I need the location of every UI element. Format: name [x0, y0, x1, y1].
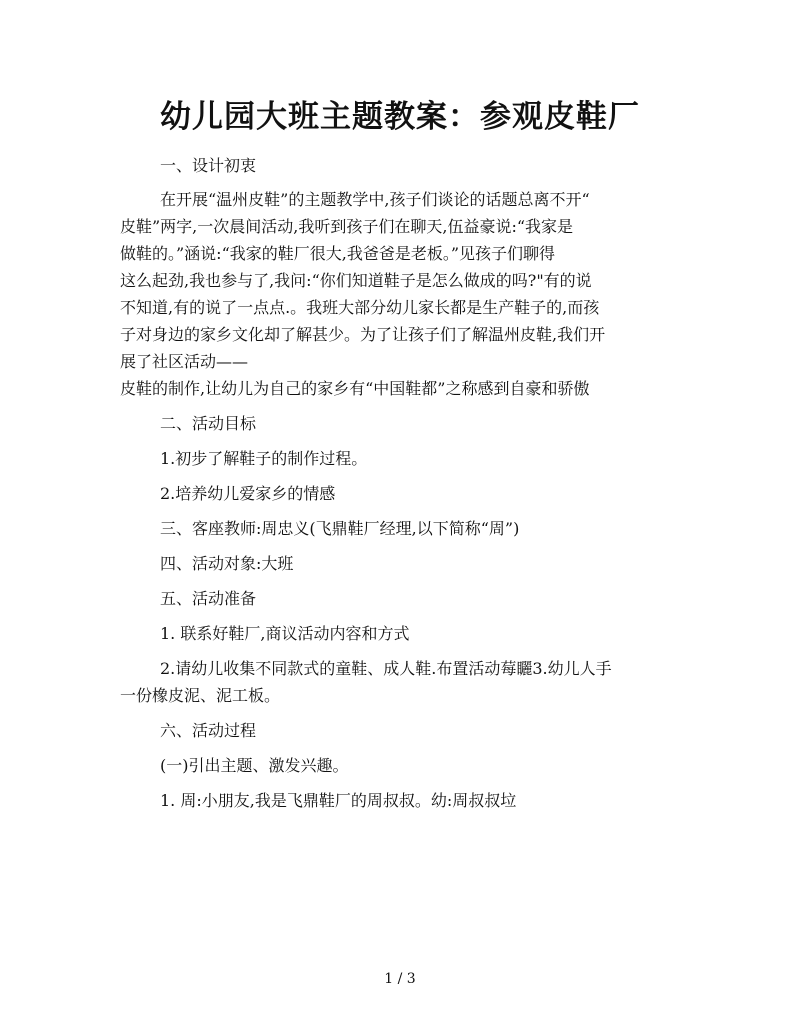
page-title: 幼儿园大班主题教案：参观皮鞋厂	[160, 99, 640, 135]
paragraph-line: 这么起劲,我也参与了,我问:“你们知道鞋子是怎么做成的吗?"有的说	[120, 271, 592, 290]
paragraph-line: 展了社区活动——	[120, 352, 249, 371]
page-number: 1 / 3	[384, 971, 416, 987]
paragraph-line: 做鞋的。”涵说:“我家的鞋厂很大,我爸爸是老板。”见孩子们聊得	[120, 244, 556, 263]
list-item-continuation: 一份橡皮泥、泥工板。	[120, 686, 281, 705]
document-body	[120, 152, 680, 814]
paragraph-line: 皮鞋”两字,一次晨间活动,我听到孩子们在聊天,伍益豪说:“我家是	[120, 217, 574, 236]
section-heading: 一、设计初衷	[160, 156, 257, 175]
list-item: 2.请幼儿收集不同款式的童鞋、成人鞋.布置活动莓矖3.幼儿人手	[160, 659, 612, 678]
paragraph-line: 1. 周:小朋友,我是飞鼎鞋厂的周叔叔。幼:周叔叔垃	[160, 791, 517, 810]
paragraph-line: 子对身边的家乡文化却了解甚少。为了让孩子们了解温州皮鞋,我们开	[120, 325, 606, 344]
section-heading: 四、活动对象:大班	[160, 554, 294, 573]
section-heading: 二、活动目标	[160, 414, 257, 433]
section-heading: 三、客座教师:周忠义(飞鼎鞋厂经理,以下简称“周”)	[160, 519, 520, 538]
list-item: 1. 联系好鞋厂,商议活动内容和方式	[160, 624, 410, 643]
subsection-heading: (一)引出主题、激发兴趣。	[160, 756, 349, 775]
paragraph-line: 皮鞋的制作,让幼儿为自己的家乡有“中国鞋都”之称感到自豪和骄傲	[120, 379, 590, 398]
section-heading: 六、活动过程	[160, 721, 257, 740]
section-heading: 五、活动准备	[160, 589, 257, 608]
paragraph-line: 在开展“温州皮鞋”的主题教学中,孩子们谈论的话题总离不开“	[160, 190, 590, 209]
list-item: 1.初步了解鞋子的制作过程。	[160, 449, 368, 468]
paragraph-line: 不知道,有的说了一点点.。我班大部分幼儿家长都是生产鞋子的,而孩	[120, 298, 600, 317]
list-item: 2.培养幼儿爱家乡的情感	[160, 484, 336, 503]
